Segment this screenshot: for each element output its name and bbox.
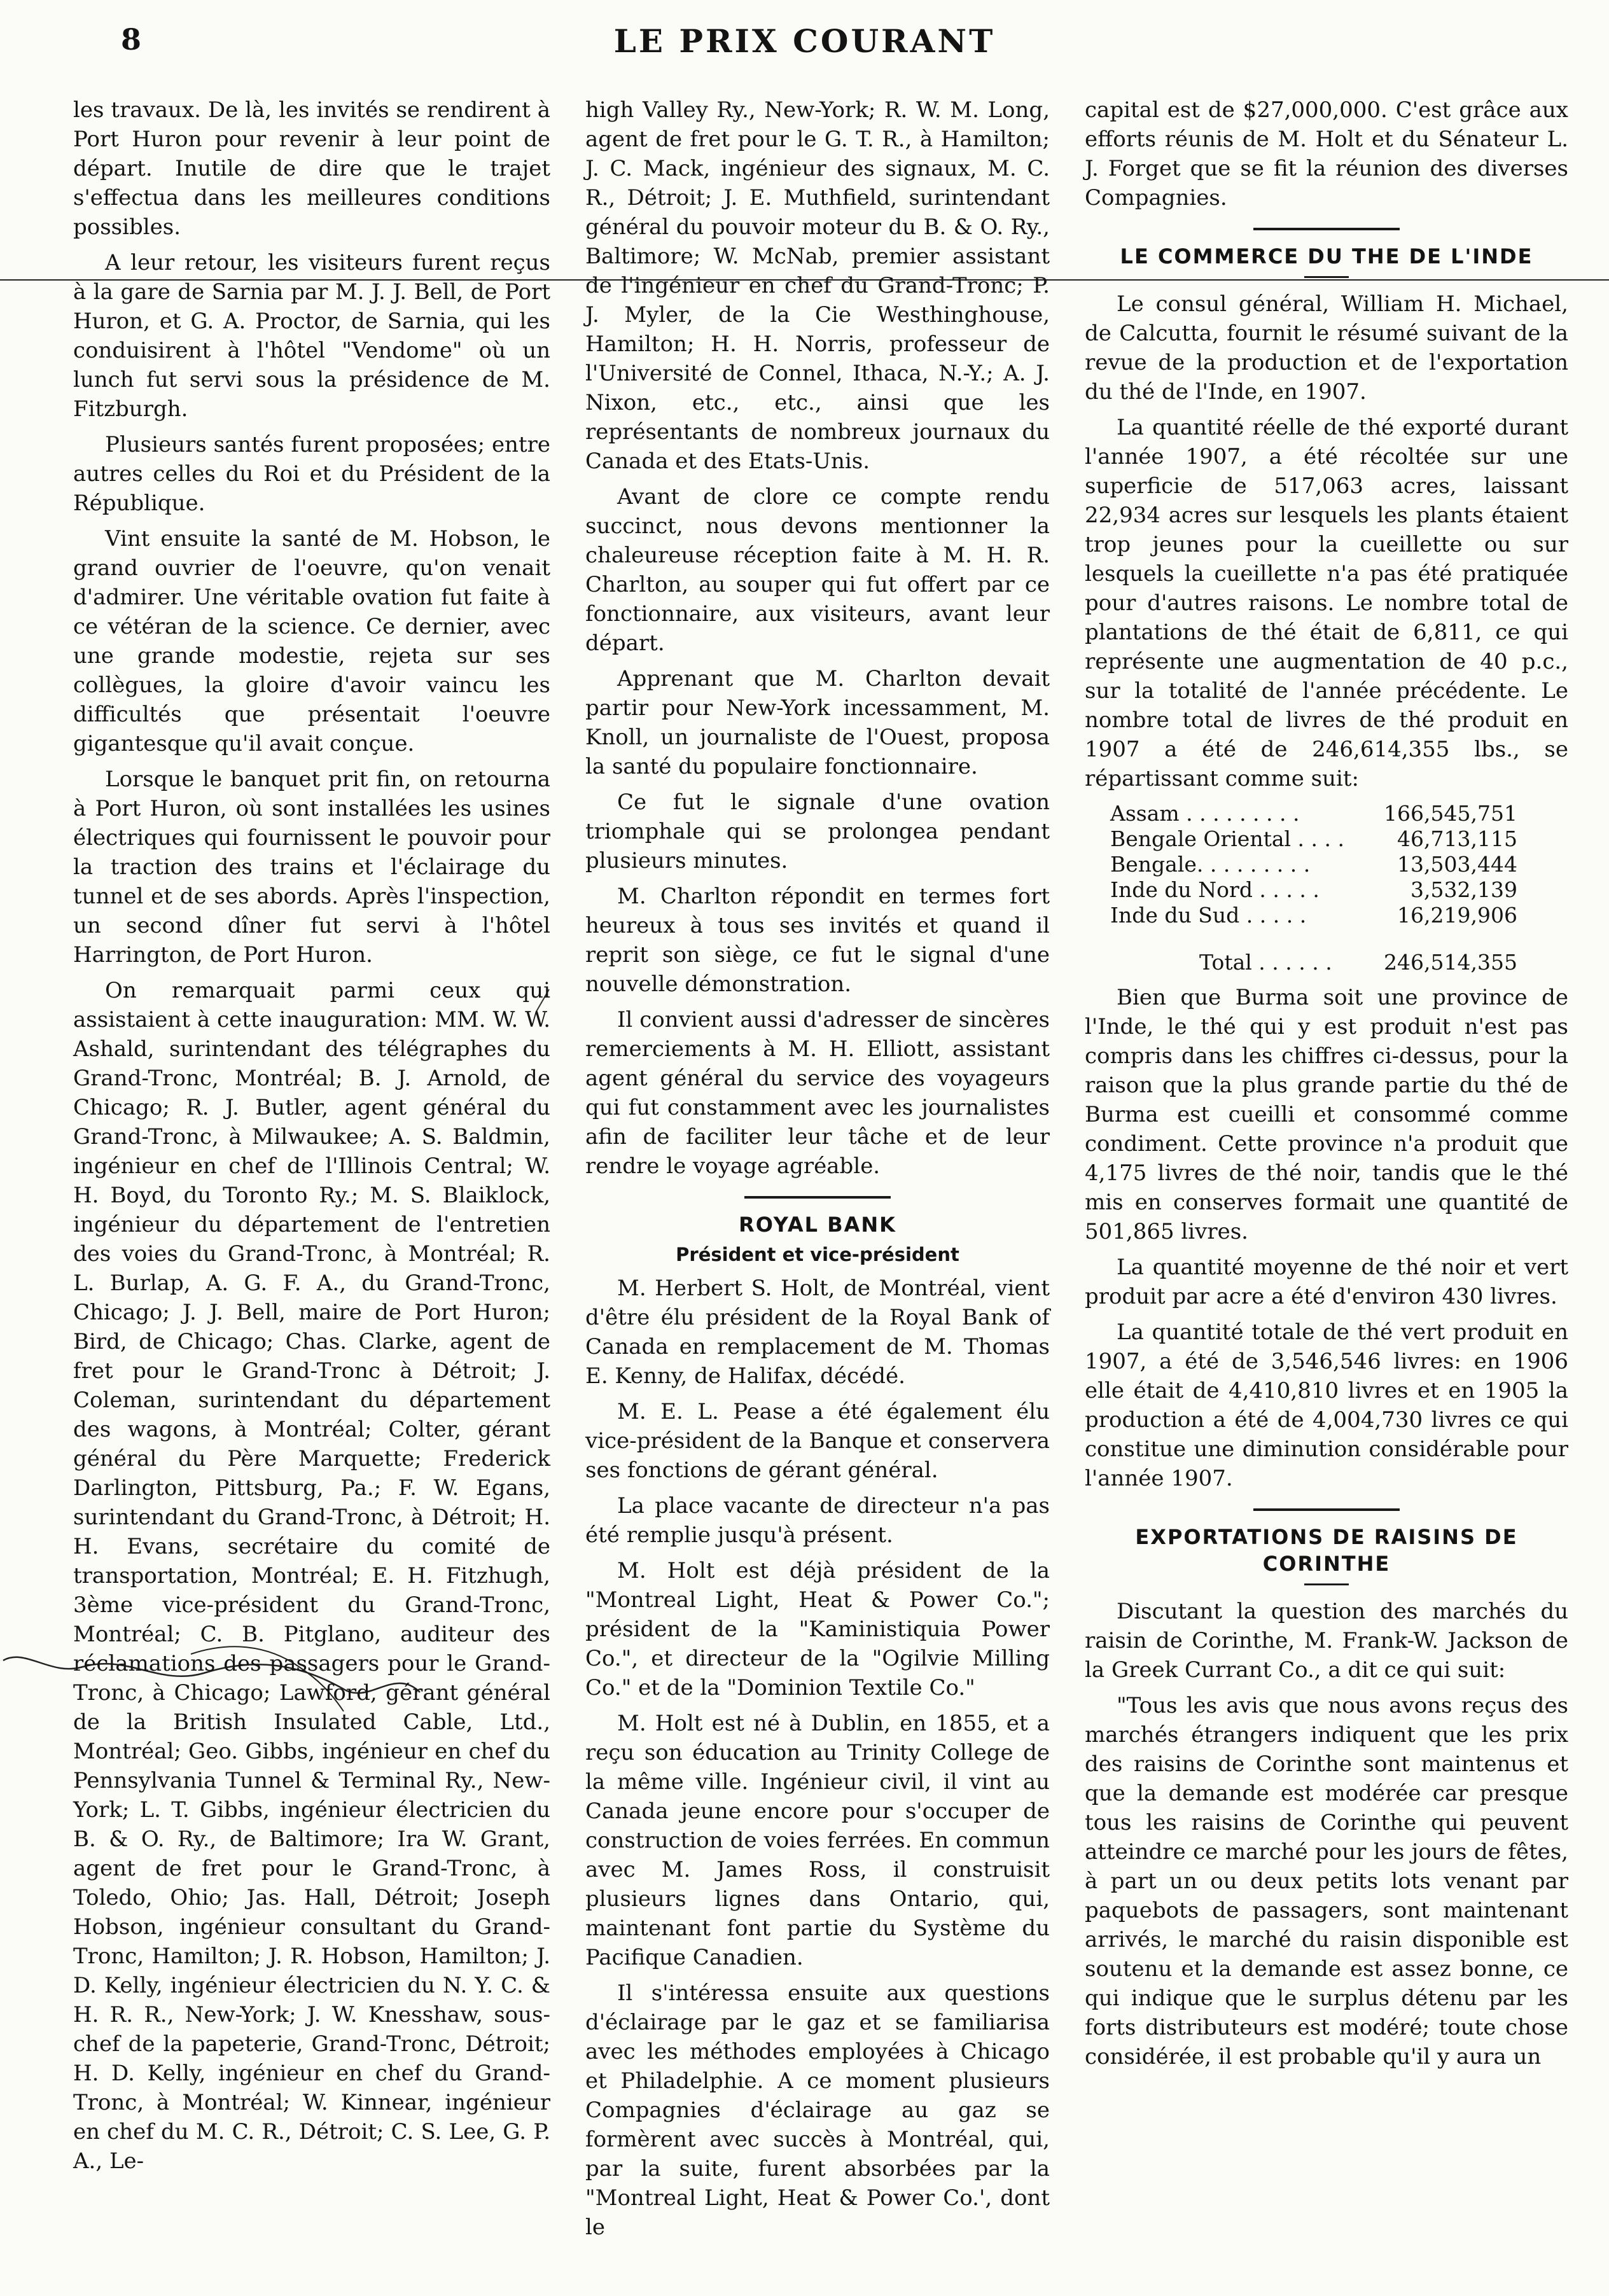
tea-production-table (1110, 801, 1517, 975)
column-3 (1085, 95, 1568, 2078)
paragraph: Bien que Burma soit une province de l'Inde, le thé qui y est produit n'est pas compris dans les chiffres ci-dessus, pour la raison que la plus grande partie du thé de Burma est cueilli et consommé comme condiment. Cette province n'a produit que 4,175 livres de thé noir, tandis que le thé mis en conserves formait une quantité de 501,865 livres. (1085, 985, 1568, 1244)
row-label: Bengale Oriental . . . . (1110, 826, 1344, 851)
column-1 (73, 95, 550, 2182)
paragraph: On remarquait parmi ceux qui assistaient à cette inauguration: MM. W. W. Ashald, surintendant des télégraphes du Grand-Tronc, Montréal; B. J. Arnold, de Chicago; R. J. Butler, agent général du Grand-Tronc, à Milwaukee; A. S. Baldmin, ingénieur en chef de l'Illinois Central; W. H. Boyd, du Toronto Ry.; M. S. Blaiklock, ingénieur du département de l'entretien des voies du Grand-Tronc, à Montréal; R. L. Burlap, A. G. F. A., du Grand-Tronc, Chicago; J. J. Bell, maire de Port Huron; Bird, de Chicago; Chas. Clarke, agent de fret pour le Grand-Tronc à Détroit; J. Coleman, surintendant du département des wagons, à Montréal; Colter, gérant général du Père Marquette; Frederick Darlington, Pittsburg, Pa.; F. W. Egans, surintendant du Grand-Tronc, à Détroit; H. H. Evans, secrétaire du comité de transportation, Montréal; E. H. Fitzhugh, 3ème vice-président du Grand-Tronc, Montréal; C. B. Pitglano, auditeur des réclamations des passagers pour le Grand-Tronc, à Chicago; Lawford, gérant général de la British Insulated Cable, Ltd., Montréal; Geo. Gibbs, ingénieur en chef du Pennsylvania Tunnel & Terminal Ry., New-York; L. T. Gibbs, ingénieur électricien du B. & O. Ry., de Baltimore; Ira W. Grant, agent de fret pour le Grand-Tronc, à Toledo, Ohio; Jas. Hall, Détroit; Joseph Hobson, ingénieur consultant du Grand-Tronc, Hamilton; J. R. Hobson, Hamilton; J. D. Kelly, ingénieur électricien du N. Y. C. & H. R. R., New-York; J. W. Knesshaw, sous-chef de la papeterie, Grand-Tronc, Détroit; H. D. Kelly, ingénieur en chef du Grand-Tronc, à Montréal; W. Kinnear, ingénieur en chef du M. C. R., Détroit; C. S. Lee, G. P. A., Le- (73, 978, 550, 2174)
paragraph: M. Holt est déjà président de la "Montreal Light, Heat & Power Co."; président de la "Kaministiquia Power Co.", et directeur de la "Ogilvie Milling Co." et de la "Dominion Textile Co." (585, 1558, 1050, 1701)
paragraph: A leur retour, les visiteurs furent reçus à la gare de Sarnia par M. J. J. Bell, de Port Huron, et G. A. Proctor, de Sarnia, qui les conduisirent à l'hôtel "Vendome" où un lunch fut servi sous la présidence de M. Fitzburgh. (73, 250, 550, 422)
paragraph: "Tous les avis que nous avons reçus des marchés étrangers indiquent que les prix des raisins de Corinthe sont maintenus et que la demande est modérée car presque tous les raisins de Corinthe qui peuvent atteindre ce marché pour les jours de fêtes, à part un ou deux petits lots venant par paquebots de passagers, sont maintenant arrivés, le marché du raisin disponible est soutenu et la demande est assez bonne, ce qui indique que le surplus détenu par les forts distributeurs est modéré; toute chose considérée, il est probable qu'il y aura un (1085, 1693, 1568, 2070)
table-row (1110, 852, 1517, 877)
section-title-currant-exports: EXPORTATIONS DE RAISINS DE CORINTHE (1135, 1525, 1518, 1576)
row-value: 166,545,751 (1384, 801, 1517, 826)
paragraph: Vint ensuite la santé de M. Hobson, le grand ouvrier de l'oeuvre, qu'on venait d'admirer. Une véritable ovation fut faite à ce vétéran de la science. Ce dernier, avec une grande modestie, rejeta sur ses collègues, la gloire d'avoir vaincu les difficultés que présentait l'oeuvre gigantesque qu'il avait conçue. (73, 526, 550, 756)
row-label: Bengale. . . . . . . . . (1110, 852, 1311, 877)
column-2 (585, 95, 1050, 2248)
table-row (1110, 801, 1517, 826)
section-divider (1253, 228, 1400, 230)
section-title-royal-bank: ROYAL BANK (739, 1213, 896, 1237)
paragraph: capital est de $27,000,000. C'est grâce aux efforts réunis de M. Holt et du Sénateur L. J. Forget que se fit la réunion des diverses Compagnies. (1085, 97, 1568, 211)
section-divider (1253, 1508, 1400, 1511)
paragraph: La place vacante de directeur n'a pas été remplie jusqu'à présent. (585, 1493, 1050, 1548)
row-label: Inde du Nord . . . . . (1110, 877, 1320, 902)
heading-underline (1304, 1583, 1349, 1585)
paragraph: Il s'intéressa ensuite aux questions d'éclairage par le gaz et se familiarisa avec les méthodes employées à Chicago et Philadelphie. A ce moment plusieurs Compagnies d'éclairage au gaz se formèrent avec succès à Montréal, qui, par la suite, furent absorbées par la "Montreal Light, Heat & Power Co.', dont le (585, 1980, 1050, 2240)
row-label: Assam . . . . . . . . . (1110, 801, 1300, 826)
section-divider (744, 1196, 891, 1199)
total-value: 246,514,355 (1384, 950, 1517, 975)
paragraph: les travaux. De là, les invités se rendirent à Port Huron pour revenir à leur point de départ. Inutile de dire que le trajet s'effectua dans les meilleures conditions possibles. (73, 97, 550, 240)
paragraph: M. Holt est né à Dublin, en 1855, et a reçu son éducation au Trinity College de la même ville. Ingénieur civil, il vint au Canada jeune encore pour s'occuper de construction de voies ferrées. En commun avec M. James Ross, il construisit plusieurs lignes dans Ontario, qui, maintenant font partie du Système du Pacifique Canadien. (585, 1711, 1050, 1970)
paragraph: Ce fut le signale d'une ovation triomphale qui se prolongea pendant plusieurs minutes. (585, 790, 1050, 873)
heading-underline (1304, 276, 1349, 278)
paragraph: Discutant la question des marchés du raisin de Corinthe, M. Frank-W. Jackson de la Greek Currant Co., a dit ce qui suit: (1085, 1599, 1568, 1683)
row-value: 46,713,115 (1397, 826, 1517, 851)
paragraph: M. Herbert S. Holt, de Montréal, vient d'être élu président de la Royal Bank of Canada en remplacement de M. Thomas E. Kenny, de Halifax, décédé. (585, 1276, 1050, 1389)
row-value: 3,532,139 (1410, 877, 1517, 902)
paragraph: Le consul général, William H. Michael, de Calcutta, fournit le résumé suivant de la revue de la production et de l'exportation du thé de l'Inde, en 1907. (1085, 291, 1568, 405)
table-row (1110, 826, 1517, 852)
page-number: 8 (121, 22, 142, 57)
row-value: 16,219,906 (1397, 903, 1517, 928)
paragraph: M. E. L. Pease a été également élu vice-président de la Banque et conservera ses fonctions de gérant général. (585, 1399, 1050, 1483)
paragraph: Avant de clore ce compte rendu succinct, nous devons mentionner la chaleureuse réception faite à M. H. R. Charlton, au souper qui fut offert par ce fonctionnaire, aux visiteurs, avant leur départ. (585, 484, 1050, 656)
section-title-tea-commerce: LE COMMERCE DU THE DE L'INDE (1120, 244, 1533, 268)
paragraph: La quantité réelle de thé exporté durant l'année 1907, a été récoltée sur une superficie de 517,063 acres, laissant 22,934 acres sur lesquels les plants étaient trop jeunes pour la cueillette ou sur lesquels la cueillette n'a pas été pratiquée pour d'autres raisons. Le nombre total de plantations de thé était de 6,811, ce qui représente une augmentation de 40 p.c., sur la totalité de l'année précédente. Le nombre total de livres de thé produit en 1907 a été de 246,614,355 lbs., se répartissant comme suit: (1085, 415, 1568, 791)
page-header (0, 0, 1609, 95)
paragraph: Apprenant que M. Charlton devait partir pour New-York incessamment, M. Knoll, un journaliste de l'Ouest, proposa la santé du populaire fonctionnaire. (585, 666, 1050, 779)
row-value: 13,503,444 (1397, 852, 1517, 877)
table-row (1110, 903, 1517, 928)
paragraph: Plusieurs santés furent proposées; entre autres celles du Roi et du Président de la République. (73, 432, 550, 516)
section-subtitle: Président et vice-président (676, 1244, 959, 1265)
table-total-row (1110, 950, 1517, 975)
paragraph: Lorsque le banquet prit fin, on retourna à Port Huron, où sont installées les usines électriques qui fournissent le pouvoir pour la traction des trains et l'éclairage du tunnel et de ses abords. Après l'inspection, un second dîner fut servi à l'hôtel Harrington, de Port Huron. (73, 767, 550, 968)
table-row (1110, 877, 1517, 903)
paragraph: La quantité totale de thé vert produit en 1907, a été de 3,546,546 livres: en 1906 elle était de 4,410,810 livres et en 1905 la production a été de 4,004,730 livres ce qui constitue une diminution considérable pour l'année 1907. (1085, 1319, 1568, 1491)
running-title: LE PRIX COURANT (613, 22, 996, 60)
paragraph: high Valley Ry., New-York; R. W. M. Long, agent de fret pour le G. T. R., à Hamilton; J. C. Mack, ingénieur des signaux, M. C. R., Détroit; J. E. Muthfield, surintendant général du pouvoir moteur du B. & O. Ry., Baltimore; W. McNab, premier assistant de l'ingénieur en chef du Grand-Tronc; P. J. Myler, de la Cie Westhinghouse, Hamilton; H. H. Norris, professeur de l'Université de Connel, Ithaca, N.-Y.; A. J. Nixon, etc., etc., ainsi que les représentants de nombreux journaux du Canada et des Etats-Unis. (585, 97, 1050, 474)
paragraph: M. Charlton répondit en termes fort heureux à tous ses invités et quand il reprit son siège, ce fut le signal d'une nouvelle démonstration. (585, 884, 1050, 997)
row-label: Inde du Sud . . . . . (1110, 903, 1307, 928)
total-label: Total . . . . . . (1199, 950, 1332, 975)
paragraph: Il convient aussi d'adresser de sincères remerciements à M. H. Elliott, assistant agent général du service des voyageurs qui fut constamment avec les journalistes afin de faciliter leur tâche et de leur rendre le voyage agréable. (585, 1007, 1050, 1179)
paragraph: La quantité moyenne de thé noir et vert produit par acre a été d'environ 430 livres. (1085, 1255, 1568, 1309)
